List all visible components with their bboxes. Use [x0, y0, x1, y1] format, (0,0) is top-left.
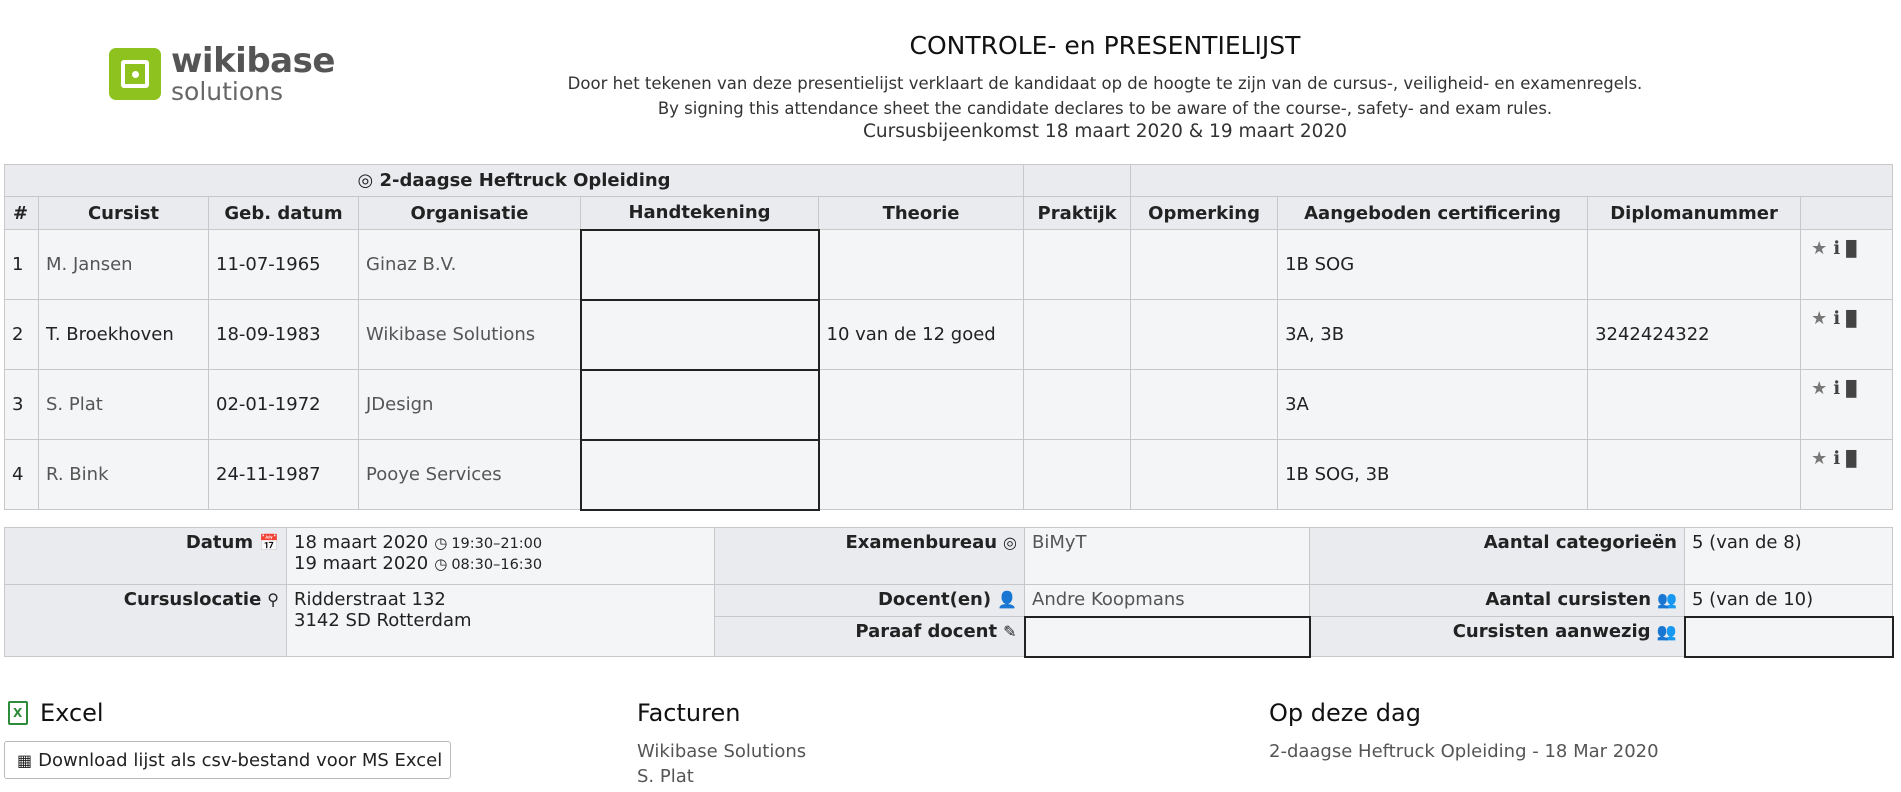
target-icon: ◎ [357, 170, 374, 191]
initial-label: Paraaf docent [855, 621, 998, 642]
teacher-label: Docent(en) [877, 589, 992, 610]
course-row [5, 165, 1893, 197]
categories-label-cell [1310, 528, 1685, 585]
row-cert: 3A, 3B [1278, 300, 1588, 370]
location-label: Cursuslocatie [123, 589, 262, 610]
star-icon[interactable]: ★ [1811, 378, 1828, 399]
invoices-title: Facturen [637, 699, 741, 727]
row-student[interactable]: S. Plat [39, 370, 209, 440]
row-practice [1024, 300, 1131, 370]
time-2: 08:30–16:30 [451, 557, 543, 573]
exam-label-cell [715, 528, 1025, 585]
course-info-table [4, 527, 1894, 658]
col-practice: Praktijk [1024, 197, 1131, 230]
col-theory: Theorie [819, 197, 1024, 230]
invoice-item[interactable]: Wikibase Solutions [637, 741, 807, 762]
users-icon: 👥 [1656, 622, 1677, 641]
location-label-cell [5, 585, 287, 657]
row-num: 2 [5, 300, 39, 370]
users-icon: 👥 [1657, 590, 1677, 609]
col-num: # [5, 197, 39, 230]
row-num: 4 [5, 440, 39, 510]
row-birth: 24-11-1987 [209, 440, 359, 510]
table-row [5, 230, 1893, 300]
table-header [5, 197, 1893, 230]
row-actions [1801, 300, 1893, 370]
download-csv-label: Download lijst als csv-bestand voor MS Excel [38, 749, 443, 771]
course-title-cell [5, 165, 1024, 197]
table-row [5, 440, 1893, 510]
row-cert: 1B SOG, 3B [1278, 440, 1588, 510]
logo-mark-icon [109, 48, 161, 100]
time-1: 19:30–21:00 [451, 536, 543, 552]
row-practice [1024, 230, 1131, 300]
col-birth: Geb. datum [209, 197, 359, 230]
row-practice [1024, 440, 1131, 510]
meeting-dates: Cursusbijeenkomst 18 maart 2020 & 19 maart 2020 [863, 121, 1347, 142]
map-pin-icon: ⚲ [267, 590, 279, 609]
row-remark [1131, 440, 1278, 510]
exam-label: Examenbureau [845, 532, 998, 553]
col-cert: Aangeboden certificering [1278, 197, 1588, 230]
exam-value[interactable]: BiMyT [1025, 528, 1310, 585]
row-org[interactable]: Pooye Services [359, 440, 581, 510]
location-city: 3142 SD Rotterdam [294, 610, 472, 631]
signature-box [581, 440, 819, 510]
row-theory: 10 van de 12 goed [819, 300, 1024, 370]
teacher-label-cell [715, 585, 1025, 617]
file-icon[interactable]: ▉ [1846, 450, 1858, 468]
row-cert: 1B SOG [1278, 230, 1588, 300]
signature-box [581, 230, 819, 300]
row-diploma: 3242424322 [1588, 300, 1801, 370]
row-org[interactable]: Wikibase Solutions [359, 300, 581, 370]
count-label: Aantal cursisten [1485, 589, 1652, 610]
row-num: 3 [5, 370, 39, 440]
location-values [287, 585, 715, 657]
page-title: CONTROLE- en PRESENTIELIJST [909, 31, 1301, 60]
download-csv-button[interactable] [4, 741, 451, 779]
clock-icon: ◷ [434, 555, 448, 573]
date-2: 19 maart 2020 [294, 553, 429, 574]
user-icon: 👤 [997, 590, 1017, 609]
file-icon[interactable]: ▉ [1846, 380, 1858, 398]
col-org: Organisatie [359, 197, 581, 230]
present-count-box [1685, 617, 1893, 657]
col-actions [1801, 197, 1893, 230]
categories-value: 5 (van de 8) [1685, 528, 1893, 585]
col-diploma: Diplomanummer [1588, 197, 1801, 230]
present-label-cell [1310, 617, 1685, 657]
star-icon[interactable]: ★ [1811, 448, 1828, 469]
logo-text-line2: solutions [171, 77, 284, 106]
declaration-nl: Door het tekenen van deze presentielijst verklaart de kandidaat op de hoogte te zijn van de cursus-, veiligheid- en examenregels. [567, 74, 1643, 93]
course-row-empty [1024, 165, 1131, 197]
info-icon[interactable]: ℹ [1833, 308, 1841, 329]
row-student[interactable]: R. Bink [39, 440, 209, 510]
signature-box [581, 300, 819, 370]
star-icon[interactable]: ★ [1811, 308, 1828, 329]
row-practice [1024, 370, 1131, 440]
row-diploma [1588, 440, 1801, 510]
initial-label-cell [715, 617, 1025, 657]
calendar-icon: 📅 [259, 533, 279, 552]
row-theory [819, 230, 1024, 300]
row-remark [1131, 230, 1278, 300]
row-student[interactable]: T. Broekhoven [39, 300, 209, 370]
col-remark: Opmerking [1131, 197, 1278, 230]
invoice-item[interactable]: S. Plat [637, 766, 694, 787]
attendance-table [4, 164, 1893, 511]
file-icon[interactable]: ▉ [1846, 240, 1858, 258]
col-student: Cursist [39, 197, 209, 230]
row-actions [1801, 370, 1893, 440]
count-value: 5 (van de 10) [1685, 585, 1893, 617]
logo [109, 41, 335, 106]
row-remark [1131, 370, 1278, 440]
teacher-value[interactable]: Andre Koopmans [1025, 585, 1310, 617]
present-label: Cursisten aanwezig [1452, 621, 1651, 642]
logo-text-line1: wikibase [171, 41, 335, 81]
row-actions [1801, 440, 1893, 510]
today-item[interactable]: 2-daagse Heftruck Opleiding - 18 Mar 2020 [1269, 741, 1659, 762]
col-signature: Handtekening [581, 197, 819, 230]
excel-title: Excel [40, 699, 104, 727]
file-icon[interactable]: ▉ [1846, 310, 1858, 328]
table-row [5, 370, 1893, 440]
row-birth: 02-01-1972 [209, 370, 359, 440]
excel-heading [8, 699, 104, 727]
row-student[interactable]: M. Jansen [39, 230, 209, 300]
date-label-cell [5, 528, 287, 585]
course-row-empty [1131, 165, 1893, 197]
row-org[interactable]: JDesign [359, 370, 581, 440]
info-icon[interactable]: ℹ [1833, 238, 1841, 259]
count-label-cell [1310, 585, 1685, 617]
info-icon[interactable]: ℹ [1833, 448, 1841, 469]
row-theory [819, 370, 1024, 440]
star-icon[interactable]: ★ [1811, 238, 1828, 259]
row-birth: 11-07-1965 [209, 230, 359, 300]
excel-file-icon: X [8, 701, 28, 725]
target-icon: ◎ [1003, 533, 1017, 552]
date-1: 18 maart 2020 [294, 532, 429, 553]
row-remark [1131, 300, 1278, 370]
row-num: 1 [5, 230, 39, 300]
row-org[interactable]: Ginaz B.V. [359, 230, 581, 300]
initial-signature-box [1025, 617, 1310, 657]
categories-label: Aantal categorieën [1483, 532, 1677, 553]
table-icon: ▦ [17, 750, 33, 770]
row-diploma [1588, 370, 1801, 440]
row-theory [819, 440, 1024, 510]
course-name: 2-daagse Heftruck Opleiding [379, 170, 671, 191]
row-actions [1801, 230, 1893, 300]
location-street: Ridderstraat 132 [294, 589, 446, 610]
declaration-en: By signing this attendance sheet the candidate declares to be aware of the course-, safety- and exam rules. [657, 99, 1553, 118]
date-values [287, 528, 715, 585]
row-diploma [1588, 230, 1801, 300]
signature-box [581, 370, 819, 440]
today-title: Op deze dag [1269, 699, 1421, 727]
info-icon[interactable]: ℹ [1833, 378, 1841, 399]
table-row [5, 300, 1893, 370]
pencil-icon: ✎ [1003, 622, 1017, 641]
row-birth: 18-09-1983 [209, 300, 359, 370]
clock-icon: ◷ [434, 534, 448, 552]
row-cert: 3A [1278, 370, 1588, 440]
date-label: Datum [185, 532, 254, 553]
